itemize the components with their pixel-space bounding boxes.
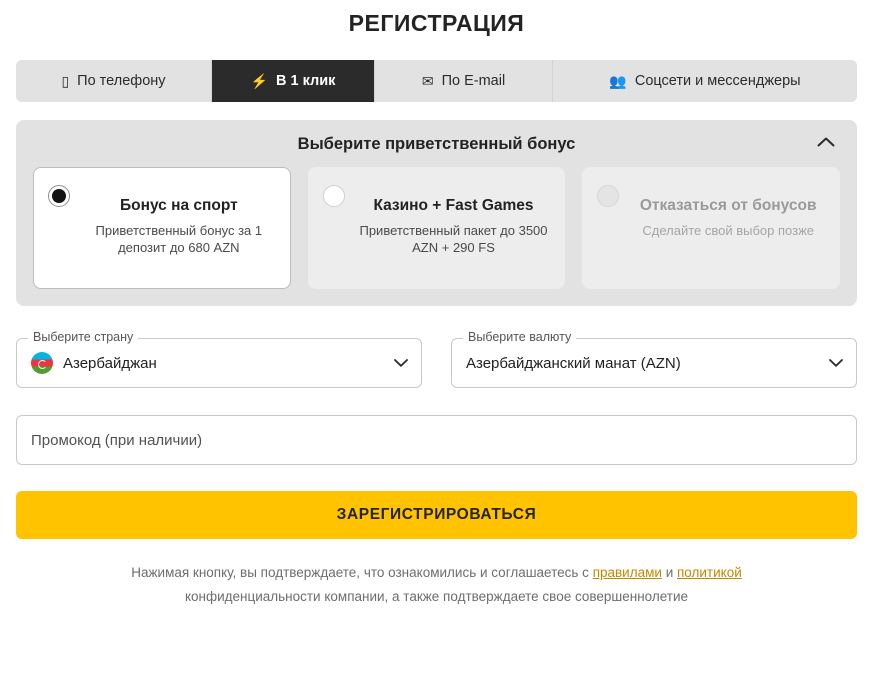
tab-by-email-label: По E-mail xyxy=(441,73,506,89)
currency-select-value: Азербайджанский манат (AZN) xyxy=(466,354,681,372)
radio-decline[interactable] xyxy=(597,185,619,207)
bonus-card-sport-desc: Приветственный бонус за 1 депозит до 680 AZN xyxy=(95,223,263,255)
bonus-card-sport-title: Бонус на спорт xyxy=(119,197,238,214)
page-title: РЕГИСТРАЦИЯ xyxy=(348,10,525,36)
welcome-bonus-title: Выберите приветственный бонус xyxy=(297,135,576,153)
bonus-card-casino[interactable] xyxy=(308,167,566,289)
people-icon: 👥 xyxy=(609,73,627,89)
legal-text-line2: конфиденциальности компании, а также подтверждаете свое совершеннолетие xyxy=(184,589,689,604)
azerbaijan-flag-icon xyxy=(31,352,53,374)
promo-code-input[interactable] xyxy=(16,415,857,465)
tab-social-messengers[interactable] xyxy=(553,60,857,102)
chevron-up-icon[interactable] xyxy=(817,136,835,148)
phone-icon: ▯ xyxy=(61,73,70,89)
tab-by-email[interactable] xyxy=(375,60,553,102)
chevron-down-icon-currency[interactable] xyxy=(829,359,843,367)
lightning-icon: ⚡ xyxy=(250,73,268,89)
country-select-legend: Выберите страну xyxy=(28,330,138,344)
register-button[interactable]: ЗАРЕГИСТРИРОВАТЬСЯ xyxy=(16,491,857,539)
legal-disclaimer xyxy=(16,561,857,609)
tab-one-click-label: В 1 клик xyxy=(276,73,336,89)
legal-text-mid: и xyxy=(661,565,677,580)
welcome-bonus-panel xyxy=(16,120,857,306)
country-select-value: Азербайджан xyxy=(63,354,157,372)
bonus-card-casino-desc: Приветственный пакет до 3500 AZN + 290 FS xyxy=(359,223,548,255)
bonus-card-decline-desc: Сделайте свой выбор позже xyxy=(642,223,814,238)
radio-sport[interactable] xyxy=(48,185,70,207)
chevron-down-icon-country[interactable] xyxy=(394,359,408,367)
bonus-card-decline-title: Отказаться от бонусов xyxy=(639,197,817,214)
bonus-card-casino-title: Казино + Fast Games xyxy=(373,197,534,214)
bonus-card-list xyxy=(33,167,840,289)
policy-link[interactable]: политикой xyxy=(676,565,742,580)
currency-select-legend: Выберите валюту xyxy=(463,330,576,344)
legal-text-pre: Нажимая кнопку, вы подтверждаете, что ознакомились и соглашаетесь с xyxy=(131,565,593,580)
tab-by-phone[interactable] xyxy=(16,60,212,102)
bonus-card-decline[interactable] xyxy=(582,167,840,289)
rules-link[interactable]: правилами xyxy=(592,565,662,580)
radio-casino[interactable] xyxy=(323,185,345,207)
country-currency-row xyxy=(16,330,857,388)
bonus-card-sport[interactable] xyxy=(33,167,291,289)
tab-by-phone-label: По телефону xyxy=(77,73,166,89)
envelope-icon: ✉ xyxy=(421,73,434,89)
currency-select[interactable] xyxy=(451,330,857,388)
tab-one-click[interactable] xyxy=(212,60,375,102)
country-select[interactable] xyxy=(16,330,422,388)
tab-social-messengers-label: Соцсети и мессенджеры xyxy=(634,73,801,89)
country-select-box[interactable] xyxy=(16,338,422,388)
registration-method-tabs xyxy=(16,60,857,102)
currency-select-box[interactable] xyxy=(451,338,857,388)
